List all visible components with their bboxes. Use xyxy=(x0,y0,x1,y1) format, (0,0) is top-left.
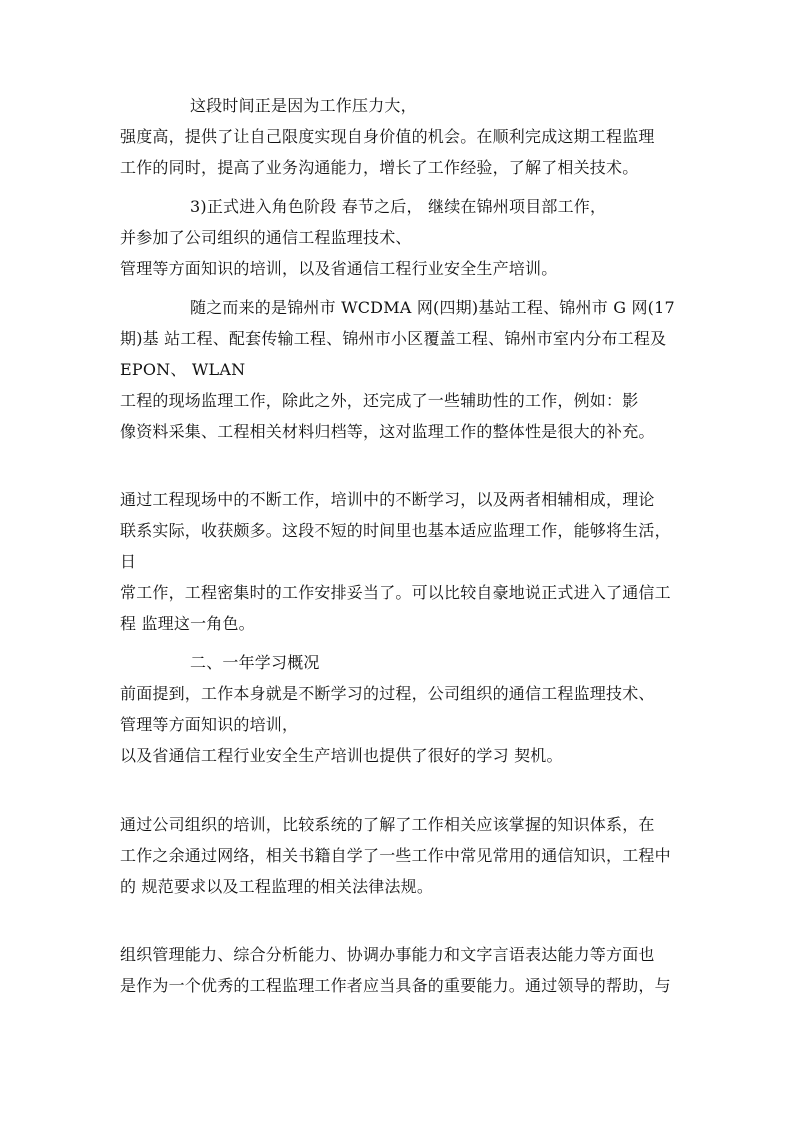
paragraph-line: 程 监理这一角色。 xyxy=(120,614,255,633)
paragraph-line: EPON、 WLAN xyxy=(120,360,246,379)
paragraph-line: 工作之余通过网络，相关书籍自学了一些工作中常见常用的通信知识，工程中 xyxy=(120,846,671,865)
paragraph-line: 是作为一个优秀的工程监理工作者应当具备的重要能力。通过领导的帮助，与 xyxy=(120,976,671,995)
paragraph-line: 工作的同时，提高了业务沟通能力，增长了工作经验，了解了相关技术。 xyxy=(120,158,639,177)
paragraph-line: 强度高，提供了让自己限度实现自身价值的机会。在顺利完成这期工程监理 xyxy=(120,127,655,146)
paragraph-line: 期)基 站工程、配套传输工程、锦州市小区覆盖工程、锦州市室内分布工程及 xyxy=(120,329,667,348)
paragraph-line: 以及省通信工程行业安全生产培训也提供了很好的学习 契机。 xyxy=(120,746,563,765)
paragraph-line: 联系实际，收获颇多。这段不短的时间里也基本适应监理工作，能够将生活， xyxy=(120,521,671,540)
paragraph-line: 前面提到，工作本身就是不断学习的过程，公司组织的通信工程监理技术、 xyxy=(120,684,655,703)
paragraph-line: 像资料采集、工程相关材料归档等，这对监理工作的整体性是很大的补充。 xyxy=(120,422,655,441)
paragraph-line: 组织管理能力、综合分析能力、协调办事能力和文字言语表达能力等方面也 xyxy=(120,945,655,964)
paragraph-line: 管理等方面知识的培训， xyxy=(120,715,299,734)
paragraph-line: 3)正式进入角色阶段 春节之后， 继续在锦州项目部工作， xyxy=(190,197,607,216)
paragraph-line: 通过工程现场中的不断工作，培训中的不断学习，以及两者相辅相成，理论 xyxy=(120,490,655,509)
paragraph-line: 并参加了公司组织的通信工程监理技术、 xyxy=(120,228,412,247)
paragraph-line: 日 xyxy=(120,552,137,571)
paragraph-line: 工程的现场监理工作，除此之外，还完成了一些辅助性的工作，例如：影 xyxy=(120,391,639,410)
paragraph-line: 这段时间正是因为工作压力大， xyxy=(190,96,417,115)
paragraph-line: 管理等方面知识的培训，以及省通信工程行业安全生产培训。 xyxy=(120,259,558,278)
section-heading: 二、一年学习概况 xyxy=(190,653,320,672)
paragraph-line: 常工作，工程密集时的工作安排妥当了。可以比较自豪地说正式进入了通信工 xyxy=(120,583,671,602)
paragraph-line: 的 规范要求以及工程监理的相关法律法规。 xyxy=(120,877,434,896)
paragraph-line: 随之而来的是锦州市 WCDMA 网(四期)基站工程、锦州市 G 网(17 xyxy=(190,298,675,317)
paragraph-line: 通过公司组织的培训，比较系统的了解了工作相关应该掌握的知识体系，在 xyxy=(120,815,655,834)
